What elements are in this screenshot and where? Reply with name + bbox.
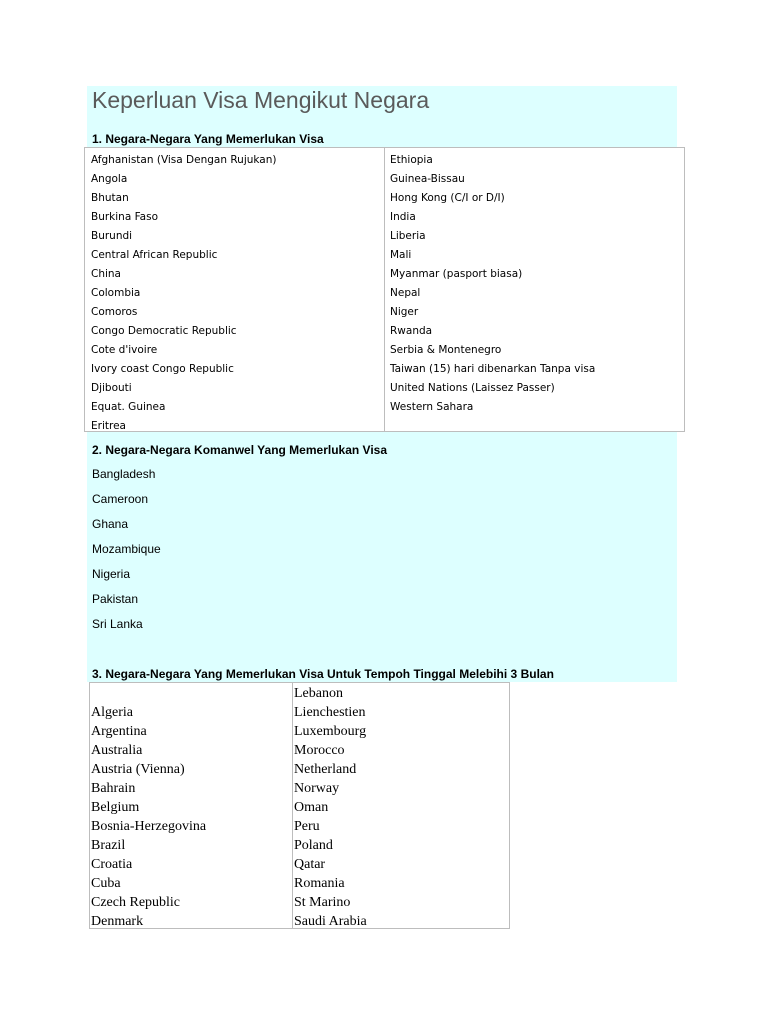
visa-required-column-2: [384, 148, 684, 431]
visa-required-column-1: [85, 148, 385, 431]
list-item: Ghana: [92, 517, 129, 531]
table-cell: Belgium: [91, 800, 140, 815]
list-item: Nigeria: [92, 567, 131, 581]
table-cell: Bahrain: [91, 781, 136, 796]
table-cell: Angola: [91, 173, 128, 185]
list-item: Sri Lanka: [92, 617, 143, 631]
table-cell: Austria (Vienna): [91, 762, 185, 777]
table-cell: Argentina: [91, 724, 147, 739]
table-cell: Croatia: [91, 857, 133, 872]
table-cell: Burkina Faso: [91, 211, 159, 223]
list-item: Cameroon: [92, 492, 149, 506]
table-cell: Luxembourg: [294, 724, 367, 739]
table-cell: Colombia: [91, 287, 141, 299]
page-title: Keperluan Visa Mengikut Negara: [92, 87, 430, 113]
table-cell: United Nations (Laissez Passer): [390, 382, 555, 394]
table-cell: Ivory coast Congo Republic: [91, 363, 234, 375]
table-cell: Denmark: [91, 914, 144, 929]
table-cell: Saudi Arabia: [294, 914, 367, 929]
table-cell: Qatar: [294, 857, 326, 872]
list-item: Bangladesh: [92, 467, 156, 481]
table-cell: Comoros: [91, 306, 138, 318]
visa-required-table: [84, 147, 685, 432]
table-cell: Lebanon: [294, 686, 343, 701]
table-cell: Czech Republic: [91, 895, 181, 910]
table-cell: Guinea-Bissau: [390, 173, 465, 185]
table-cell: St Marino: [294, 895, 351, 910]
table-cell: Romania: [294, 876, 345, 891]
table-cell: Liberia: [390, 230, 426, 242]
list-item: Mozambique: [92, 542, 161, 556]
table-cell: Burundi: [91, 230, 133, 242]
table-cell: Netherland: [294, 762, 357, 777]
table-cell: Mali: [390, 249, 412, 261]
table-cell: Norway: [294, 781, 340, 796]
table-cell: Oman: [294, 800, 329, 815]
table-cell: Nepal: [390, 287, 421, 299]
table-cell: China: [91, 268, 121, 280]
table-cell: Hong Kong (C/I or D/I): [390, 192, 505, 204]
table-cell: India: [390, 211, 416, 223]
long-stay-visa-table: [89, 682, 510, 929]
table-cell: Morocco: [294, 743, 345, 758]
section-1-heading: 1. Negara-Negara Yang Memerlukan Visa: [92, 132, 324, 146]
long-stay-column-2: [292, 683, 509, 928]
commonwealth-list: [92, 462, 161, 637]
table-cell: Afghanistan (Visa Dengan Rujukan): [91, 154, 277, 166]
table-cell: Poland: [294, 838, 333, 853]
table-cell: Myanmar (pasport biasa): [390, 268, 523, 280]
table-cell: Niger: [390, 306, 419, 318]
section-3-heading: 3. Negara-Negara Yang Memerlukan Visa Untuk Tempoh Tinggal Melebihi 3 Bulan: [92, 667, 554, 681]
table-cell: Peru: [294, 819, 320, 834]
table-cell: Djibouti: [91, 382, 132, 394]
list-item: Pakistan: [92, 592, 139, 606]
table-cell: Eritrea: [91, 420, 126, 432]
table-cell: Rwanda: [390, 325, 433, 337]
table-cell: Cote d'ivoire: [91, 344, 158, 356]
table-cell: Central African Republic: [91, 249, 218, 261]
table-cell: Equat. Guinea: [91, 401, 166, 413]
table-cell: Serbia & Montenegro: [390, 344, 502, 356]
table-cell: Brazil: [91, 838, 126, 853]
table-cell: Australia: [91, 743, 143, 758]
table-cell: Ethiopia: [390, 154, 433, 166]
long-stay-column-1: [90, 683, 293, 928]
table-cell: Algeria: [91, 705, 133, 720]
table-cell: Bhutan: [91, 192, 129, 204]
table-cell: Bosnia-Herzegovina: [91, 819, 207, 834]
table-cell: Congo Democratic Republic: [91, 325, 237, 337]
table-cell: Western Sahara: [390, 401, 474, 413]
table-cell: Cuba: [91, 876, 121, 891]
section-2-heading: 2. Negara-Negara Komanwel Yang Memerlukan Visa: [92, 443, 388, 457]
table-cell: Taiwan (15) hari dibenarkan Tanpa visa: [390, 363, 596, 375]
table-cell: Lienchestien: [294, 705, 366, 720]
